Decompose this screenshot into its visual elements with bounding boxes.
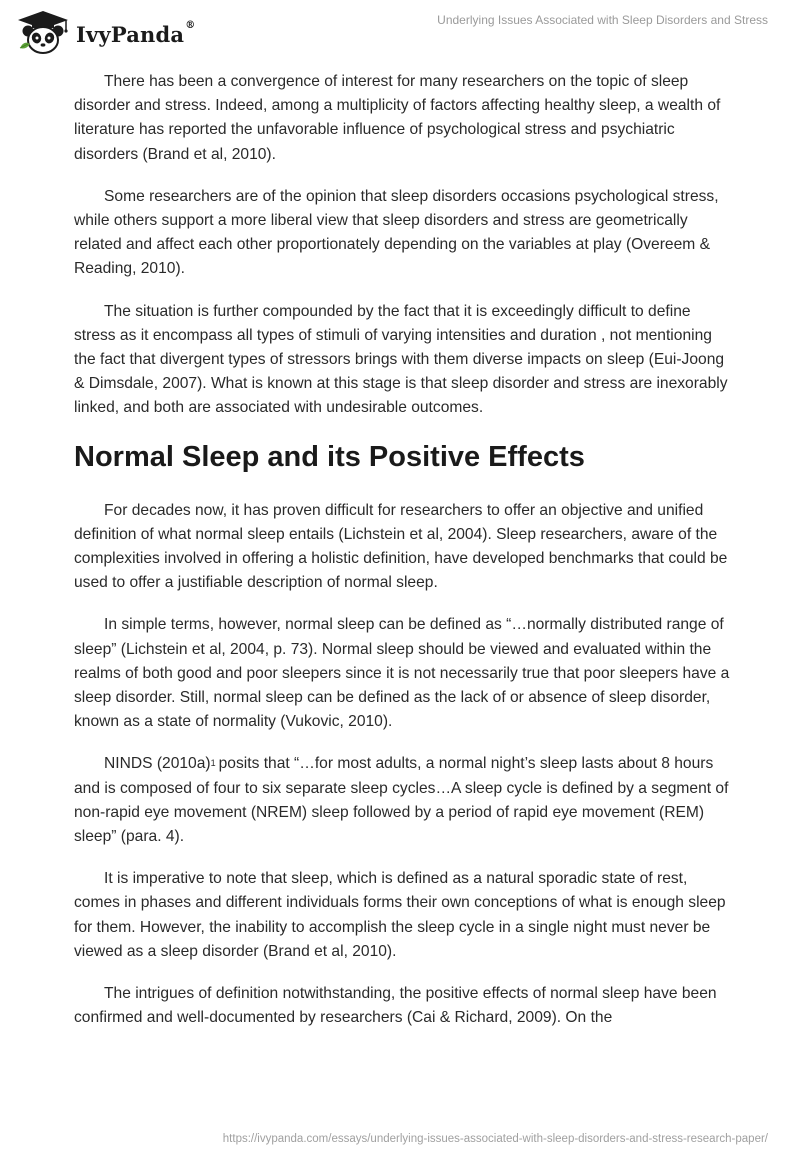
paragraph-7: It is imperative to note that sleep, which is defined as a natural sporadic state of rest, comes in phases and different individuals forms their own conceptions of what is enough sleep for them. However, the inability to accomplish the sleep cycle in a single night must never be viewed as a sleep disorder (Brand et al, 2010).: [74, 870, 726, 960]
registered-mark: ®: [185, 19, 196, 31]
paragraph-6-rest: posits that “…for most adults, a normal night’s sleep lasts about 8 hours and is composed of four to six separate sleep cycles…A sleep cycle is defined by a segment of non-rapid eye movement (NREM) sleep followed by a period of rapid eye movement (REM) sleep” (para. 4).: [74, 755, 729, 846]
paragraph-3: The situation is further compounded by the fact that it is exceedingly difficult to define stress as it encompass all types of stimuli of varying intensities and duration , not mentioning the fact that divergent types of stressors brings with them diverse impacts on sleep (Eui-Joong & Dimsdale, 2007). What is known at this stage is that sleep disorder and stress are inexorably linked, and both are associated with undesirable outcomes.: [74, 302, 728, 417]
paragraph-4: For decades now, it has proven difficult for researchers to offer an objective and unified definition of what normal sleep entails (Lichstein et al, 2004). Sleep researchers, aware of the complexities involved in offering a holistic definition, have developed benchmarks that could be used to offer a justifiable description of normal sleep.: [74, 501, 728, 592]
paragraph-5: In simple terms, however, normal sleep can be defined as “…normally distributed range of sleep” (Lichstein et al, 2004, p. 73). Normal sleep should be viewed and evaluated within the realms of both good and poor sleepers since it is not necessarily true that poor sleepers have a sleep disorder. Still, normal sleep can be defined as the lack of or absence of sleep disorder, known as a state of normality (Vukovic, 2010).: [74, 616, 730, 731]
running-title: Underlying Issues Associated with Sleep Disorders and Stress: [437, 13, 768, 27]
page-header: [0, 0, 800, 60]
panda-graduate-logo-icon: [14, 8, 72, 56]
paragraph-6: [74, 752, 734, 849]
footnote-marker[interactable]: 1: [210, 758, 216, 769]
paragraph-6-lead: NINDS (2010a): [104, 755, 211, 773]
logo-wordmark: [76, 19, 196, 47]
section-heading: Normal Sleep and its Positive Effects: [74, 440, 585, 473]
paragraph-8: The intrigues of definition notwithstanding, the positive effects of normal sleep have been confirmed and well-documented by researchers (Cai & Richard, 2009). On the: [74, 985, 717, 1027]
paragraph-1: There has been a convergence of interest for many researchers on the topic of sleep disorder and stress. Indeed, among a multiplicity of factors affecting healthy sleep, a wealth of literature has reported the unfavorable influence of psychological stress and psychiatric disorders (Brand et al, 2010).: [74, 73, 721, 163]
paragraph-2: Some researchers are of the opinion that sleep disorders occasions psychological stress, while others support a more liberal view that sleep disorders and stress are geometrically related and affect each other proportionately depending on the variables at play (Overeem & Reading, 2010).: [74, 187, 719, 278]
site-logo[interactable]: [14, 8, 195, 56]
logo-name: IvyPanda: [76, 21, 185, 47]
essay-content: [74, 70, 734, 1049]
page-source-url[interactable]: https://ivypanda.com/essays/underlying-issues-associated-with-sleep-disorders-and-stress-research-paper/: [222, 1133, 768, 1145]
